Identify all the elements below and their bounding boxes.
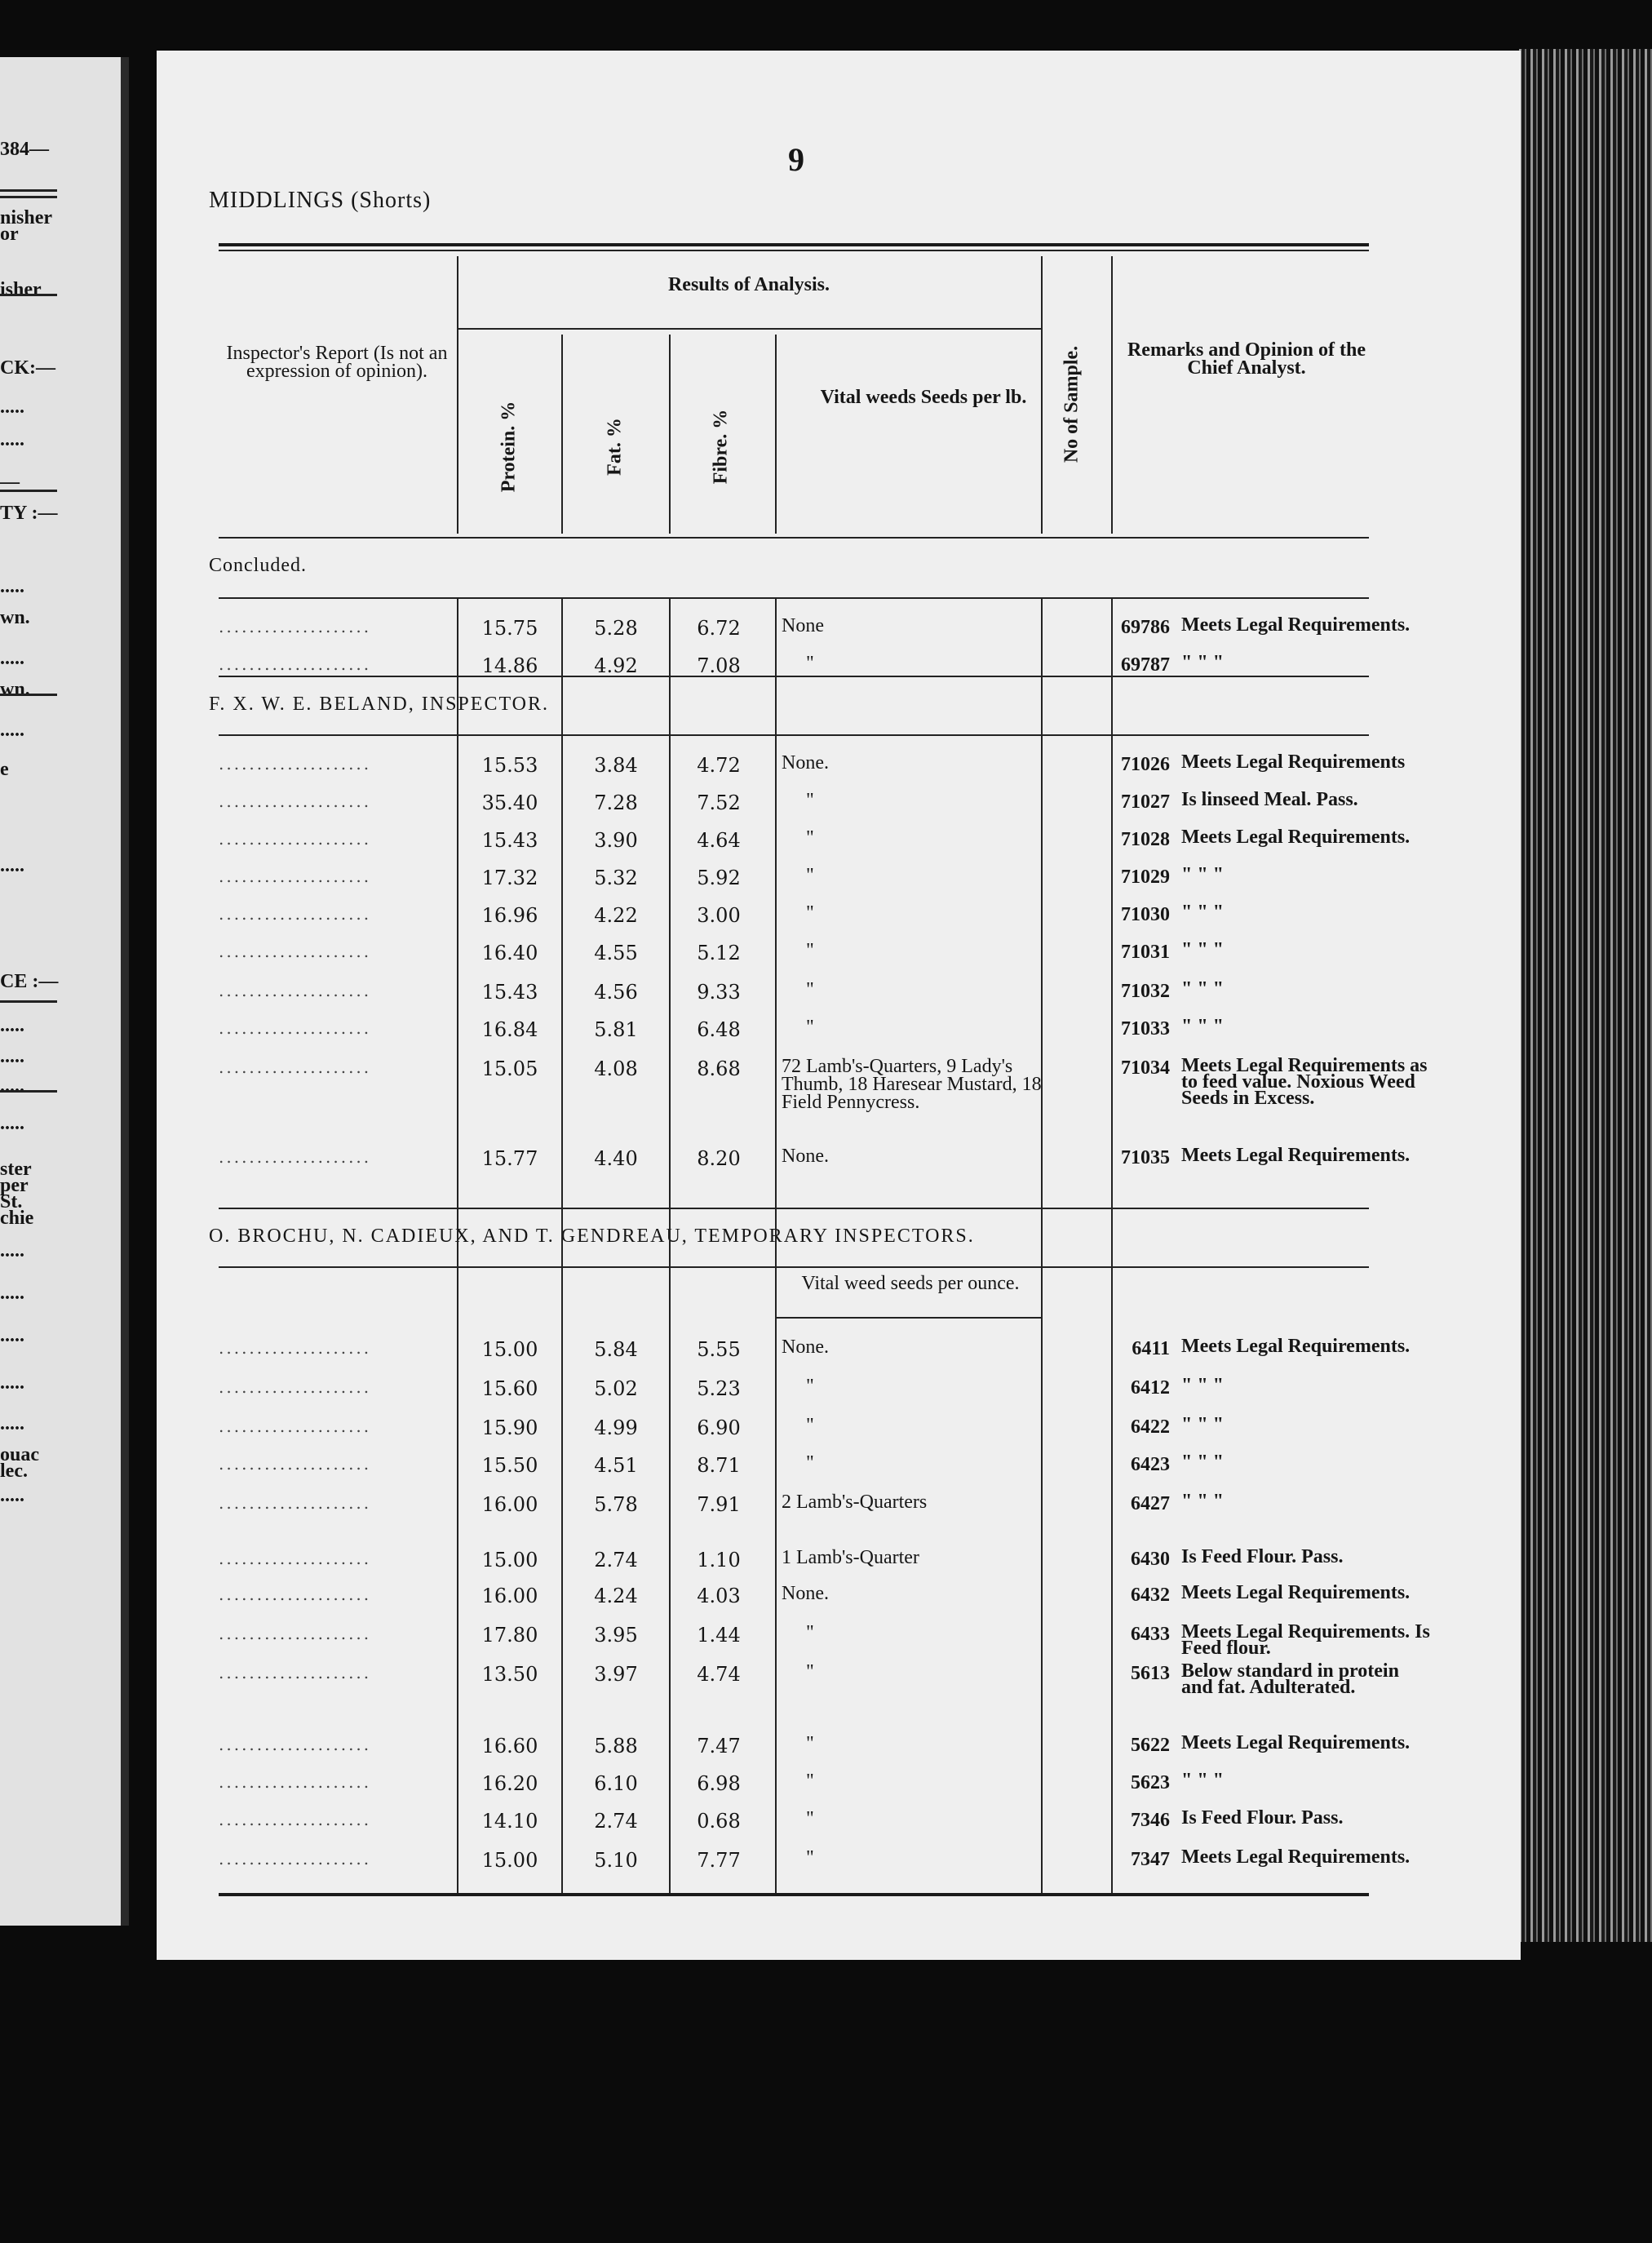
protein-cell: 16.40 bbox=[481, 942, 538, 964]
table-row bbox=[219, 939, 1369, 977]
fat-cell: 3.84 bbox=[594, 754, 638, 777]
book-binding-edge bbox=[1519, 49, 1652, 1942]
protein-cell: 16.00 bbox=[481, 1493, 538, 1516]
dots: .................... bbox=[219, 1735, 372, 1754]
fibre-cell: 9.33 bbox=[697, 981, 741, 1004]
protein-cell: 15.00 bbox=[481, 1338, 538, 1361]
sample-number-cell: 5623 bbox=[1131, 1772, 1170, 1793]
sample-number-cell: 71029 bbox=[1121, 867, 1170, 888]
facing-page-fragment: ..... bbox=[0, 1046, 24, 1067]
sample-number-cell: 7347 bbox=[1131, 1849, 1170, 1870]
remark-cell: " " " bbox=[1181, 939, 1224, 960]
remark-cell: Meets Legal Requirements. bbox=[1181, 1582, 1411, 1603]
fibre-cell: 7.91 bbox=[697, 1493, 741, 1516]
sample-number-cell: 6430 bbox=[1131, 1549, 1170, 1570]
remark-cell: Meets Legal Requirements. bbox=[1181, 1145, 1411, 1166]
seeds-cell: None. bbox=[782, 752, 829, 774]
remark-cell: Meets Legal Requirements bbox=[1181, 751, 1406, 773]
facing-page-fragment: chie bbox=[0, 1208, 34, 1229]
protein-cell: 15.53 bbox=[481, 754, 538, 777]
fat-cell: 4.92 bbox=[594, 654, 638, 677]
fibre-cell: 6.72 bbox=[697, 617, 741, 640]
table-row bbox=[219, 1546, 1369, 1585]
fat-cell: 5.32 bbox=[594, 867, 638, 889]
sample-number-cell: 5613 bbox=[1131, 1663, 1170, 1684]
fat-cell: 5.02 bbox=[594, 1377, 638, 1400]
remark-cell: " " " bbox=[1181, 1770, 1224, 1791]
remark-cell: Below standard in protein and fat. Adulterated. bbox=[1181, 1660, 1399, 1698]
facing-page-fragment: ..... bbox=[0, 1240, 24, 1261]
table-row bbox=[219, 1660, 1399, 1699]
facing-page-fragment: St. bbox=[0, 1191, 23, 1212]
dots: .................... bbox=[219, 1849, 372, 1868]
table-row bbox=[219, 1145, 1411, 1183]
sample-number-cell: 69786 bbox=[1121, 617, 1170, 638]
seeds-cell: " bbox=[806, 1622, 814, 1643]
header-divider bbox=[1041, 256, 1043, 534]
facing-page-fragment: ..... bbox=[0, 1372, 24, 1394]
table-bottom-rule bbox=[219, 1893, 1369, 1896]
fibre-cell: 0.68 bbox=[697, 1810, 741, 1833]
protein-cell: 16.96 bbox=[481, 904, 538, 927]
dots: .................... bbox=[219, 1416, 372, 1436]
header-divider bbox=[1111, 256, 1113, 534]
sample-number-cell: 6432 bbox=[1131, 1585, 1170, 1606]
fat-cell: 5.84 bbox=[594, 1338, 638, 1361]
header-results: Results of Analysis. bbox=[667, 274, 830, 295]
sample-number-cell: 71026 bbox=[1121, 754, 1170, 775]
table-row bbox=[219, 1772, 1369, 1808]
facing-page-fragment: ..... bbox=[0, 855, 24, 876]
sample-number-cell: 69787 bbox=[1121, 654, 1170, 676]
remark-cell: " " " bbox=[1181, 1452, 1224, 1473]
sample-number-cell: 6433 bbox=[1131, 1624, 1170, 1645]
fibre-cell: 3.00 bbox=[697, 904, 741, 927]
table-row bbox=[219, 1621, 1430, 1660]
fat-cell: 2.74 bbox=[594, 1549, 638, 1571]
section-brochu: O. BROCHU, N. CADIEUX, AND T. GENDREAU, TEMPORARY INSPECTORS. bbox=[209, 1226, 975, 1247]
seeds-cell: " bbox=[806, 827, 814, 849]
seeds-cell: None. bbox=[782, 1146, 829, 1167]
seeds-cell: 72 Lamb's-Quarters, 9 Lady's Thumb, 18 Haresear Mustard, 18 Field Pennycress. bbox=[782, 1056, 1042, 1113]
fat-cell: 4.55 bbox=[594, 942, 638, 964]
protein-cell: 15.50 bbox=[481, 1454, 538, 1477]
facing-page-fragment: ..... bbox=[0, 1283, 24, 1304]
remark-cell: " " " bbox=[1181, 864, 1224, 885]
seeds-cell: " bbox=[806, 902, 814, 924]
fibre-cell: 5.23 bbox=[697, 1377, 741, 1400]
facing-page-rule bbox=[0, 694, 57, 696]
fat-cell: 4.56 bbox=[594, 981, 638, 1004]
dots: .................... bbox=[219, 1772, 372, 1792]
facing-page-rule bbox=[0, 189, 57, 192]
protein-cell: 15.90 bbox=[481, 1416, 538, 1439]
fat-cell: 5.28 bbox=[594, 617, 638, 640]
fat-cell: 7.28 bbox=[594, 791, 638, 814]
header-protein: Protein. % bbox=[498, 401, 520, 493]
remark-cell: " " " bbox=[1181, 1414, 1224, 1435]
section-beland: F. X. W. E. BELAND, INSPECTOR. bbox=[209, 694, 550, 715]
seeds-cell: " bbox=[806, 653, 814, 674]
fat-cell: 4.08 bbox=[594, 1057, 638, 1080]
table-row bbox=[219, 654, 1369, 690]
seeds-cell: " bbox=[806, 1452, 814, 1474]
sample-number-cell: 71028 bbox=[1121, 829, 1170, 850]
table-row bbox=[219, 1732, 1411, 1771]
seeds-cell: " bbox=[806, 790, 814, 811]
remark-cell: Meets Legal Requirements. bbox=[1181, 1336, 1411, 1357]
table-row bbox=[219, 1377, 1369, 1413]
sample-number-cell: 71027 bbox=[1121, 791, 1170, 813]
fibre-cell: 1.10 bbox=[697, 1549, 741, 1571]
fat-cell: 3.95 bbox=[594, 1624, 638, 1647]
fibre-cell: 8.71 bbox=[697, 1454, 741, 1477]
section-rule bbox=[219, 597, 1369, 599]
protein-cell: 16.84 bbox=[481, 1018, 538, 1041]
header-divider bbox=[669, 335, 671, 534]
dots: .................... bbox=[219, 1493, 372, 1513]
protein-cell: 16.60 bbox=[481, 1735, 538, 1758]
seeds-cell: 2 Lamb's-Quarters bbox=[782, 1492, 928, 1513]
fat-cell: 5.88 bbox=[594, 1735, 638, 1758]
facing-page-fragment: ster bbox=[0, 1159, 32, 1180]
seeds-cell: " bbox=[806, 1376, 814, 1397]
table-row bbox=[219, 1416, 1369, 1452]
sample-number-cell: 6427 bbox=[1131, 1493, 1170, 1514]
fibre-cell: 8.20 bbox=[697, 1147, 741, 1170]
facing-page-fragment: ..... bbox=[0, 397, 24, 418]
seeds-cell: " bbox=[806, 1733, 814, 1754]
facing-page-fragment: — bbox=[0, 472, 20, 493]
fat-cell: 3.97 bbox=[594, 1663, 638, 1686]
facing-page-fragment: wn. bbox=[0, 679, 30, 700]
fat-cell: 5.10 bbox=[594, 1849, 638, 1872]
dots: .................... bbox=[219, 1338, 372, 1358]
seeds-cell: " bbox=[806, 1847, 814, 1868]
seeds-cell: " bbox=[806, 1415, 814, 1436]
sample-number-cell: 71035 bbox=[1121, 1147, 1170, 1168]
facing-page-rule bbox=[0, 294, 57, 296]
page-number: 9 bbox=[788, 141, 804, 178]
table-row bbox=[219, 827, 1411, 865]
dots: .................... bbox=[219, 981, 372, 1000]
dots: .................... bbox=[219, 617, 372, 636]
fibre-cell: 7.52 bbox=[697, 791, 741, 814]
protein-cell: 15.77 bbox=[481, 1147, 538, 1170]
sample-number-cell: 71031 bbox=[1121, 942, 1170, 963]
seeds-cell: " bbox=[806, 979, 814, 1000]
header-inspector: Inspector's Report (Is not an expression of opinion). bbox=[226, 343, 448, 382]
dots: .................... bbox=[219, 942, 372, 961]
table-row bbox=[219, 1055, 1428, 1113]
facing-page-fragment: e bbox=[0, 759, 9, 780]
facing-page-fragment: per bbox=[0, 1175, 29, 1196]
dots: .................... bbox=[219, 754, 372, 774]
facing-page-fragment: ..... bbox=[0, 429, 24, 450]
fibre-cell: 4.74 bbox=[697, 1663, 741, 1686]
seeds-cell: " bbox=[806, 865, 814, 886]
protein-cell: 35.40 bbox=[481, 791, 538, 814]
table-row bbox=[219, 1846, 1411, 1885]
facing-page-rule bbox=[0, 490, 57, 492]
remark-cell: " " " bbox=[1181, 1491, 1224, 1512]
protein-cell: 15.75 bbox=[481, 617, 538, 640]
facing-page-fragment: ..... bbox=[0, 576, 24, 597]
table-row bbox=[219, 864, 1369, 902]
table-top-rule bbox=[219, 243, 1369, 246]
table-row bbox=[219, 1582, 1411, 1620]
fat-cell: 4.99 bbox=[594, 1416, 638, 1439]
facing-page-fragment: CE :— bbox=[0, 971, 59, 992]
dots: .................... bbox=[219, 791, 372, 811]
dots: .................... bbox=[219, 1663, 372, 1682]
fat-cell: 2.74 bbox=[594, 1810, 638, 1833]
remark-cell: Meets Legal Requirements as to feed value. Noxious Weed Seeds in Excess. bbox=[1181, 1055, 1428, 1109]
table-row bbox=[219, 904, 1369, 940]
sample-number-cell: 71030 bbox=[1121, 904, 1170, 925]
facing-page-fragment: ..... bbox=[0, 648, 24, 669]
header-fat: Fat. % bbox=[604, 418, 626, 476]
results-underline bbox=[457, 328, 1041, 330]
header-vital-seeds: Vital weeds Seeds per lb. bbox=[820, 387, 1027, 408]
facing-page-fragment: ouac bbox=[0, 1444, 39, 1465]
seeds-cell: " bbox=[806, 940, 814, 961]
protein-cell: 15.00 bbox=[481, 1849, 538, 1872]
protein-cell: 15.43 bbox=[481, 981, 538, 1004]
seeds-cell: " bbox=[806, 1017, 814, 1038]
facing-page-fragment: ..... bbox=[0, 1413, 24, 1434]
facing-page-fragment: CK:— bbox=[0, 357, 55, 379]
dots: .................... bbox=[219, 1018, 372, 1038]
remark-cell: " " " bbox=[1181, 978, 1224, 1000]
facing-page-fragment: nisher bbox=[0, 207, 53, 228]
fat-cell: 6.10 bbox=[594, 1772, 638, 1795]
sample-number-cell: 7346 bbox=[1131, 1810, 1170, 1831]
facing-page-rule bbox=[0, 1000, 57, 1003]
protein-cell: 17.32 bbox=[481, 867, 538, 889]
header-bottom-rule bbox=[219, 537, 1369, 539]
fibre-cell: 6.90 bbox=[697, 1416, 741, 1439]
section-concluded: Concluded. bbox=[209, 555, 307, 576]
remark-cell: " " " bbox=[1181, 1375, 1224, 1396]
remark-cell: Meets Legal Requirements. bbox=[1181, 827, 1411, 848]
facing-page-fragment: wn. bbox=[0, 607, 30, 628]
protein-cell: 15.00 bbox=[481, 1549, 538, 1571]
facing-page-edge bbox=[0, 57, 129, 1926]
facing-page-fragment: ..... bbox=[0, 1325, 24, 1346]
fibre-cell: 4.03 bbox=[697, 1585, 741, 1607]
seeds-cell: " bbox=[806, 1771, 814, 1792]
table-top-rule-2 bbox=[219, 250, 1369, 251]
seeds-cell: " bbox=[806, 1808, 814, 1829]
facing-page-fragment: lec. bbox=[0, 1461, 28, 1482]
fat-cell: 4.24 bbox=[594, 1585, 638, 1607]
fat-cell: 4.51 bbox=[594, 1454, 638, 1477]
fat-cell: 5.78 bbox=[594, 1493, 638, 1516]
table-row bbox=[219, 791, 1369, 827]
fat-cell: 3.90 bbox=[594, 829, 638, 852]
protein-cell: 16.00 bbox=[481, 1585, 538, 1607]
fibre-cell: 5.92 bbox=[697, 867, 741, 889]
facing-page-rule bbox=[0, 196, 57, 198]
sample-number-cell: 71032 bbox=[1121, 981, 1170, 1002]
table-row bbox=[219, 751, 1406, 790]
fat-cell: 5.81 bbox=[594, 1018, 638, 1041]
protein-cell: 14.10 bbox=[481, 1810, 538, 1833]
remark-cell: Is Feed Flour. Pass. bbox=[1181, 1807, 1344, 1829]
dots: .................... bbox=[219, 1585, 372, 1604]
sample-number-cell: 71034 bbox=[1121, 1057, 1170, 1079]
remark-cell: " " " bbox=[1181, 652, 1224, 673]
remark-cell: " " " bbox=[1181, 902, 1224, 923]
protein-cell: 14.86 bbox=[481, 654, 538, 677]
header-remarks: Remarks and Opinion of the Chief Analyst. bbox=[1127, 339, 1366, 379]
table-row bbox=[219, 978, 1369, 1017]
facing-page-fragment: ..... bbox=[0, 1485, 24, 1506]
section-rule bbox=[219, 734, 1369, 736]
header-fibre: Fibre. % bbox=[710, 409, 732, 485]
protein-cell: 17.80 bbox=[481, 1624, 538, 1647]
table-row bbox=[219, 614, 1411, 653]
page-title: MIDDLINGS (Shorts) bbox=[209, 188, 432, 213]
fibre-cell: 1.44 bbox=[697, 1624, 741, 1647]
table-row bbox=[219, 1018, 1369, 1054]
remark-cell: Meets Legal Requirements. bbox=[1181, 614, 1411, 636]
protein-cell: 16.20 bbox=[481, 1772, 538, 1795]
remark-cell: Meets Legal Requirements. bbox=[1181, 1846, 1411, 1868]
fibre-cell: 7.08 bbox=[697, 654, 741, 677]
dots: .................... bbox=[219, 654, 372, 674]
facing-page-fragment: ..... bbox=[0, 720, 24, 741]
section-rule bbox=[219, 1208, 1369, 1209]
header-sample-no: No of Sample. bbox=[1061, 345, 1083, 463]
remark-cell: Meets Legal Requirements. bbox=[1181, 1732, 1411, 1753]
facing-page-fragment: ..... bbox=[0, 1075, 24, 1097]
facing-page-fragment: ..... bbox=[0, 1113, 24, 1134]
sample-number-cell: 71033 bbox=[1121, 1018, 1170, 1039]
table-row bbox=[219, 1493, 1369, 1529]
fat-cell: 4.22 bbox=[594, 904, 638, 927]
facing-page-rule bbox=[0, 1090, 57, 1093]
seeds-cell: 1 Lamb's-Quarter bbox=[782, 1547, 919, 1568]
fat-cell: 4.40 bbox=[594, 1147, 638, 1170]
header-divider bbox=[561, 335, 563, 534]
fibre-cell: 7.77 bbox=[697, 1849, 741, 1872]
seeds-cell: None. bbox=[782, 1583, 829, 1604]
facing-page-fragment: TY :— bbox=[0, 503, 58, 524]
seeds-cell: None bbox=[782, 615, 824, 636]
facing-page-fragment: or bbox=[0, 224, 19, 245]
fibre-cell: 7.47 bbox=[697, 1735, 741, 1758]
remark-cell: Meets Legal Requirements. Is Feed flour. bbox=[1181, 1621, 1430, 1659]
protein-cell: 15.60 bbox=[481, 1377, 538, 1400]
dots: .................... bbox=[219, 904, 372, 924]
dots: .................... bbox=[219, 1057, 372, 1077]
protein-cell: 15.43 bbox=[481, 829, 538, 852]
fibre-cell: 4.72 bbox=[697, 754, 741, 777]
dots: .................... bbox=[219, 1454, 372, 1474]
seeds-cell: None. bbox=[782, 1336, 829, 1358]
facing-page-fragment: ..... bbox=[0, 1015, 24, 1036]
table-row bbox=[219, 1336, 1411, 1374]
fibre-cell: 8.68 bbox=[697, 1057, 741, 1080]
header-vital-seeds-ounce: Vital weed seeds per ounce. bbox=[801, 1273, 1020, 1294]
facing-page-fragment: isher bbox=[0, 279, 42, 300]
seeds-cell: " bbox=[806, 1661, 814, 1682]
dots: .................... bbox=[219, 1624, 372, 1643]
sample-number-cell: 6411 bbox=[1132, 1338, 1170, 1359]
sample-number-cell: 6412 bbox=[1131, 1377, 1170, 1399]
table-row bbox=[219, 1454, 1369, 1490]
remark-cell: Is Feed Flour. Pass. bbox=[1181, 1546, 1344, 1567]
dots: .................... bbox=[219, 1377, 372, 1397]
sample-number-cell: 5622 bbox=[1131, 1735, 1170, 1756]
protein-cell: 15.05 bbox=[481, 1057, 538, 1080]
protein-cell: 13.50 bbox=[481, 1663, 538, 1686]
facing-page-fragment: 384— bbox=[0, 139, 49, 160]
sample-number-cell: 6422 bbox=[1131, 1416, 1170, 1438]
header-divider bbox=[457, 256, 458, 534]
fibre-cell: 6.48 bbox=[697, 1018, 741, 1041]
remark-cell: Is linseed Meal. Pass. bbox=[1181, 789, 1358, 810]
fibre-cell: 5.55 bbox=[697, 1338, 741, 1361]
fibre-cell: 5.12 bbox=[697, 942, 741, 964]
fibre-cell: 4.64 bbox=[697, 829, 741, 852]
ounce-underline bbox=[775, 1317, 1041, 1319]
dots: .................... bbox=[219, 829, 372, 849]
document-page bbox=[157, 51, 1521, 1960]
dots: .................... bbox=[219, 1810, 372, 1829]
fibre-cell: 6.98 bbox=[697, 1772, 741, 1795]
remark-cell: " " " bbox=[1181, 1016, 1224, 1037]
table-row bbox=[219, 1807, 1369, 1846]
dots: .................... bbox=[219, 1147, 372, 1167]
section-rule bbox=[219, 1266, 1369, 1268]
sample-number-cell: 6423 bbox=[1131, 1454, 1170, 1475]
header-divider bbox=[775, 335, 777, 534]
dots: .................... bbox=[219, 1549, 372, 1568]
dots: .................... bbox=[219, 867, 372, 886]
